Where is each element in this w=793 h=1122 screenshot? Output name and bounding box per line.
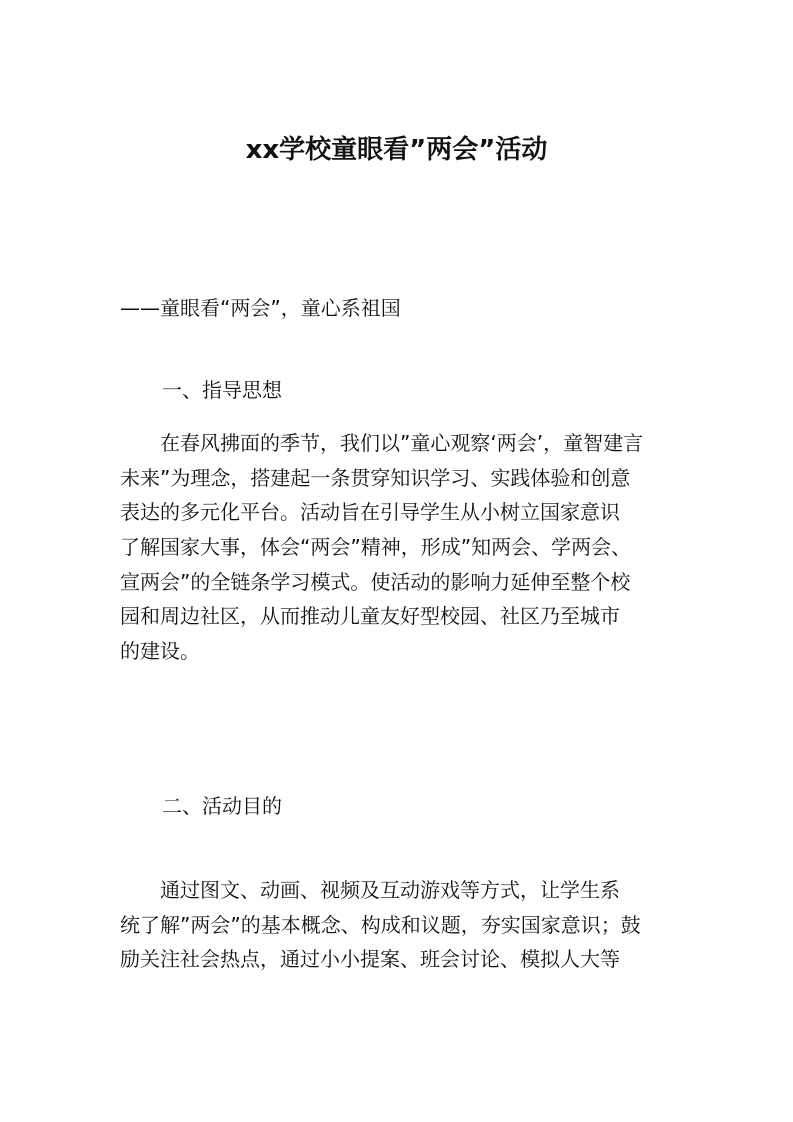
paragraph-line: 励关注社会热点，通过小小提案、班会讨论、模拟人大等 <box>120 947 620 972</box>
paragraph-line: 通过图文、动画、视频及互动游戏等方式，让学生系 <box>120 878 620 902</box>
document-title: xx学校童眼看”两会”活动 <box>245 135 548 165</box>
paragraph-activity-purpose <box>120 873 676 977</box>
document-subtitle: ——童眼看“两会”，童心系祖国 <box>120 296 401 320</box>
paragraph-line: 统了解”两会”的基本概念、构成和议题，夯实国家意识；鼓 <box>120 912 641 937</box>
paragraph-line: 宣两会”的全链条学习模式。使活动的影响力延伸至整个校 <box>120 569 631 594</box>
paragraph-line: 的建设。 <box>120 639 200 664</box>
section-heading-activity-purpose: 二、活动目的 <box>162 794 282 818</box>
section-heading-guiding-ideology: 一、指导思想 <box>162 378 282 402</box>
paragraph-line: 园和周边社区，从而推动儿童友好型校园、社区乃至城市 <box>120 604 620 629</box>
paragraph-line: 未来”为理念，搭建起一条贯穿知识学习、实践体验和创意 <box>120 465 631 490</box>
paragraph-line: 在春风拂面的季节，我们以”童心观察‘两会’，童智建言 <box>120 431 644 455</box>
paragraph-line: 表达的多元化平台。活动旨在引导学生从小树立国家意识 <box>120 500 620 525</box>
paragraph-line: 了解国家大事，体会“两会”精神，形成”知两会、学两会、 <box>120 535 632 560</box>
paragraph-guiding-ideology <box>120 426 676 669</box>
